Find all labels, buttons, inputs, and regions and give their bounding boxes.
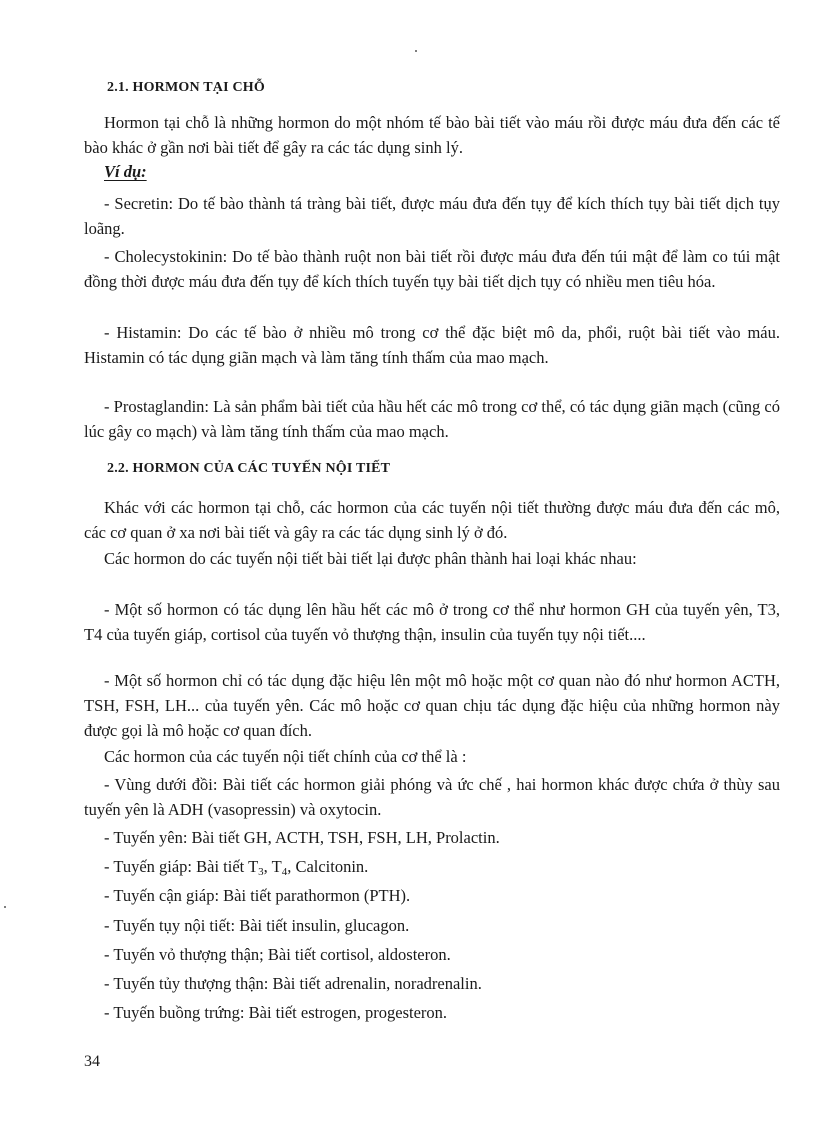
section-2-para-1: Khác với các hormon tại chỗ, các hormon của các tuyến nội tiết thường được máu đưa đến các mô, các cơ quan ở xa nơi bài tiết và gây ra các tác dụng sinh lý ở đó. [84, 498, 780, 542]
gland-hypothalamus: - Vùng dưới đồi: Bài tiết các hormon giải phóng và ức chế , hai hormon khác được chứa ở thùy sau tuyến yên là ADH (vasopressin) và oxytocin. [84, 775, 780, 819]
section-heading-2-1: 2.1. HORMON TẠI CHỖ [107, 80, 265, 95]
scan-speck [4, 906, 6, 908]
section-2-para-2: Các hormon do các tuyến nội tiết bài tiết lại được phân thành hai loại khác nhau: [104, 549, 637, 568]
gland-adrenal-medulla: - Tuyến tủy thượng thận: Bài tiết adrenalin, noradrenalin. [104, 974, 482, 993]
hormone-type-specific: - Một số hormon chỉ có tác dụng đặc hiệu lên một mô hoặc một cơ quan nào đó như hormon ACTH, TSH, FSH, LH... của tuyến yên. Các mô hoặc cơ quan chịu tác dụng đặc hiệu của những hormon này được gọi là mô hoặc cơ quan đích. [84, 671, 780, 740]
main-glands-intro: Các hormon của các tuyến nội tiết chính của cơ thể là : [104, 747, 467, 766]
gland-pituitary: - Tuyến yên: Bài tiết GH, ACTH, TSH, FSH, LH, Prolactin. [104, 828, 500, 847]
gland-parathyroid: - Tuyến cận giáp: Bài tiết parathormon (PTH). [104, 886, 411, 905]
page-number: 34 [84, 1053, 100, 1070]
hormone-type-general: - Một số hormon có tác dụng lên hầu hết các mô ở trong cơ thể như hormon GH của tuyến yên, T3, T4 của tuyến giáp, cortisol của tuyến vỏ thượng thận, insulin của tuyến tụy nội tiết.... [84, 600, 780, 644]
gland-pancreas: - Tuyến tụy nội tiết: Bài tiết insulin, glucagon. [104, 916, 410, 935]
example-histamin: - Histamin: Do các tế bào ở nhiều mô trong cơ thể đặc biệt mô da, phổi, ruột bài tiết vào máu. Histamin có tác dụng giãn mạch và làm tăng tính thấm của mao mạch. [84, 323, 780, 367]
example-cholecystokinin: - Cholecystokinin: Do tế bào thành ruột non bài tiết rồi được máu đưa đến túi mật để làm co túi mật đồng thời được máu đưa đến tụy để kích thích tuyến tụy bài tiết dịch tụy có nhiều men tiêu hóa. [84, 247, 780, 291]
example-label: Ví dụ: [104, 162, 147, 181]
example-secretin: - Secretin: Do tế bào thành tá tràng bài tiết, được máu đưa đến tụy để kích thích tụy bài tiết dịch tụy loãng. [84, 194, 780, 238]
scan-speck [415, 50, 417, 52]
example-prostaglandin: - Prostaglandin: Là sản phẩm bài tiết của hầu hết các mô trong cơ thể, có tác dụng giãn mạch (cũng có lúc gây co mạch) và làm tăng tính thấm của mao mạch. [84, 397, 780, 441]
gland-ovary: - Tuyến buồng trứng: Bài tiết estrogen, progesteron. [104, 1003, 448, 1022]
gland-adrenal-cortex: - Tuyến vỏ thượng thận; Bài tiết cortisol, aldosteron. [104, 945, 451, 964]
section-1-intro: Hormon tại chỗ là những hormon do một nhóm tế bào bài tiết vào máu rồi được máu đưa đến các tế bào khác ở gần nơi bài tiết để gây ra các tác dụng sinh lý. [84, 113, 780, 157]
gland-thyroid: - Tuyến giáp: Bài tiết $T_3$, $T_4$, Calcitonin. [104, 857, 369, 878]
section-heading-2-2: 2.2. HORMON CỦA CÁC TUYẾN NỘI TIẾT [107, 461, 391, 476]
